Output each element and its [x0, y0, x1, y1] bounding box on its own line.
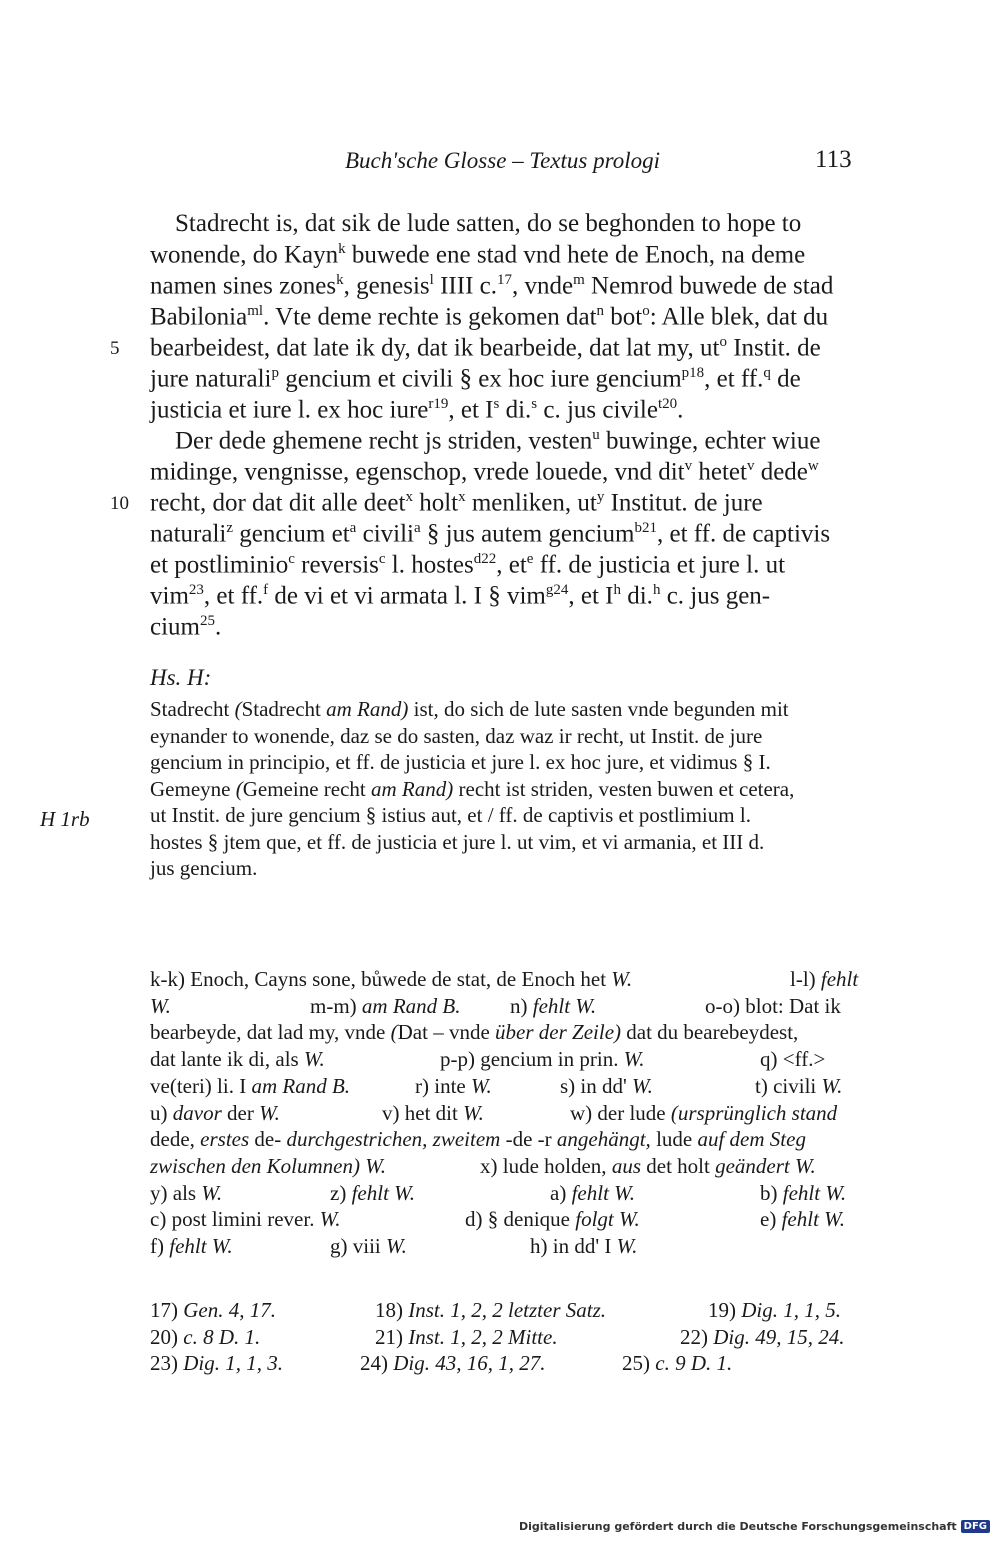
variant-line [150, 1047, 870, 1074]
variant-line-entry: w) der lude (ursprünglich stand [570, 1100, 838, 1125]
variant-line [150, 994, 870, 1021]
variant-line-entry: b) fehlt W. [760, 1180, 847, 1205]
digitization-footer [519, 1520, 990, 1533]
hs-line: Stadrecht (Stadrecht am Rand) ist, do sich de lute sasten vnde begunden mit [150, 697, 789, 721]
variant-line-entry: v) het dit W. [382, 1100, 484, 1125]
text-line: recht, dor dat dit alle deet$^x$ holt$^x$ menliken, $ut^y$ Institut. de jure [150, 489, 763, 517]
text-line: cium$^{25}$. [150, 613, 222, 641]
variant-line [150, 1127, 870, 1154]
running-header: Buch'sche Glosse – Textus prologi [345, 148, 660, 173]
variant-line [150, 1020, 870, 1047]
variant-line [150, 1234, 870, 1261]
variant-line [150, 967, 870, 994]
variant-line-entry: d) § denique folgt W. [465, 1207, 640, 1232]
hs-line: gencium in principio, et ff. de justicia et jure l. ex hoc jure, et vidimus § I. [150, 750, 771, 774]
text-line: Der dede ghemene recht js striden, vesten$^u$ buwinge, echter wiue [150, 427, 821, 455]
hs-heading: Hs. H: [150, 665, 212, 690]
hs-line: hostes § jtem que, et ff. de justicia et jure l. ut vim, et vi armania, et III d. [150, 829, 765, 854]
hs-line: Gemeyne (Gemeine recht am Rand) recht ist striden, vesten buwen et cetera, [150, 776, 795, 801]
source-line-entry: 25) c. 9 D. 1. [622, 1351, 733, 1375]
source-line-entry: 17) Gen. 4, 17. [150, 1298, 276, 1322]
variant-line-entry: a) fehlt W. [550, 1180, 635, 1205]
source-line-entry: 20) c. 8 D. 1. [150, 1324, 261, 1349]
variant-line-entry: x) lude holden, aus det holt geändert W. [480, 1153, 816, 1178]
variant-line-entry: zwischen den Kolumnen) W. [150, 1153, 387, 1178]
source-line [150, 1325, 870, 1352]
variant-line-entry: o-o) blot: Dat ik [705, 993, 841, 1018]
hs-line: jus gencium. [150, 856, 258, 880]
variant-line [150, 1101, 870, 1128]
text-line: bearbeidest, dat late ik dy, dat ik bearbeide, dat lat my, $ut^o$ Instit. de [150, 334, 821, 362]
variant-line-entry: p-p) gencium in prin. W. [440, 1047, 645, 1072]
source-line-entry: 21) Inst. 1, 2, 2 Mitte. [375, 1324, 558, 1349]
variant-line-entry: dat lante ik di, als W. [150, 1047, 325, 1072]
variant-line-entry: m-m) am Rand B. [310, 993, 461, 1018]
variant-line-entry: ve(teri) li. I am Rand B. [150, 1073, 351, 1098]
hs-line: eynander to wonende, daz se do sasten, daz waz ir recht, ut Instit. de jure [150, 723, 763, 748]
variant-line-entry: y) als W. [150, 1180, 223, 1205]
source-line [150, 1298, 870, 1325]
variant-line-entry: u) davor der W. [150, 1100, 280, 1125]
source-line-entry: 18) Inst. 1, 2, 2 letzter Satz. [375, 1298, 606, 1322]
variant-line-entry: t) civili W. [755, 1073, 843, 1098]
source-line-entry: 24) Dig. 43, 16, 1, 27. [360, 1351, 546, 1375]
variant-line-entry: r) inte W. [415, 1073, 492, 1098]
variant-line-entry: dede, erstes de- durchgestrichen, zweitem -de -r angehängt, lude auf dem Steg [150, 1127, 806, 1152]
variant-line [150, 1154, 870, 1181]
source-line-entry: 23) Dig. 1, 1, 3. [150, 1351, 283, 1375]
variant-line [150, 1181, 870, 1208]
variant-line-entry: e) fehlt W. [760, 1207, 845, 1232]
variant-line-entry: s) in dd' W. [560, 1073, 653, 1098]
footer-text: Digitalisierung gefördert durch die Deutsche Forschungsgemeinschaft [518, 1520, 957, 1533]
hs-line: ut Instit. de jure gencium § istius aut, et / ff. de captivis et postlimium l. [150, 803, 751, 827]
variant-line-entry: k-k) Enoch, Cayns sone, bůwede de stat, de Enoch het W. [150, 967, 633, 991]
text-line: justicia et iure l. ex hoc iure$^{r19}$, et $I^s$ di.$^s$ c. jus civile$^{t20}$. [150, 396, 684, 424]
source-line-entry: 22) Dig. 49, 15, 24. [680, 1324, 845, 1349]
variant-line-entry: g) viii W. [330, 1234, 407, 1258]
line-number: 10 [110, 493, 129, 514]
text-line: wonende, do Kayn$^k$ buwede ene stad vnd hete de Enoch, na deme [150, 241, 806, 269]
variant-line-entry: z) fehlt W. [330, 1180, 415, 1205]
variant-line-entry: W. [150, 993, 171, 1018]
text-line: midinge, vengnisse, egenschop, vrede louede, vnd dit$^v$ hetet$^v$ dede$^w$ [150, 458, 819, 486]
text-line: naturali$^z$ gencium $et^a$ civili$^a$ § jus autem gencium$^{b21}$, et ff. de captivis [150, 520, 831, 548]
variant-line-entry: q) <ff.> [760, 1047, 826, 1072]
text-line: vim$^{23}$, et ff.$^f$ de vi et vi armata l. I § vim$^{g24}$, et $I^h$ di.$^h$ c. jus gen- [150, 582, 771, 610]
variant-line-entry: n) fehlt W. [510, 993, 597, 1018]
text-line: Stadrecht is, dat sik de lude satten, do se beghonden to hope to [150, 210, 802, 237]
variant-line-entry: c) post limini rever. W. [150, 1207, 341, 1232]
variant-line-entry: h) in dd' I W. [530, 1234, 638, 1258]
page-number: 113 [815, 146, 852, 173]
text-line: jure naturali$^p$ gencium et civili § ex hoc iure gencium$^{p18}$, et ff.$^q$ de [150, 365, 801, 393]
variant-line-entry: l-l) fehlt [790, 967, 859, 991]
variant-line [150, 1074, 870, 1101]
source-line-entry: 19) Dig. 1, 1, 5. [708, 1298, 841, 1322]
text-line: namen sines zones$^k$, genesis$^l$ IIII c.$^{17}$, vnde$^m$ Nemrod buwede de stad [150, 272, 834, 300]
line-number: 5 [110, 338, 120, 359]
text-line: Babilonia$^{ml}$. Vte deme rechte is gekomen dat$^n$ bot$^o$: Alle blek, dat du [150, 303, 829, 331]
variant-line [150, 1207, 870, 1234]
text-line: et postliminio$^c$ reversis$^c$ l. hostes$^{d22}$, $et^e$ ff. de justicia et jure l. ut [150, 551, 786, 579]
margin-note: H 1rb [40, 807, 90, 831]
variant-line-entry: bearbeyde, dat lad my, vnde (Dat – vnde über der Zeile) dat du bearebeydest, [150, 1020, 799, 1045]
dfg-logo: DFG [961, 1520, 990, 1533]
variant-line-entry: f) fehlt W. [150, 1234, 233, 1258]
source-line [150, 1351, 870, 1378]
